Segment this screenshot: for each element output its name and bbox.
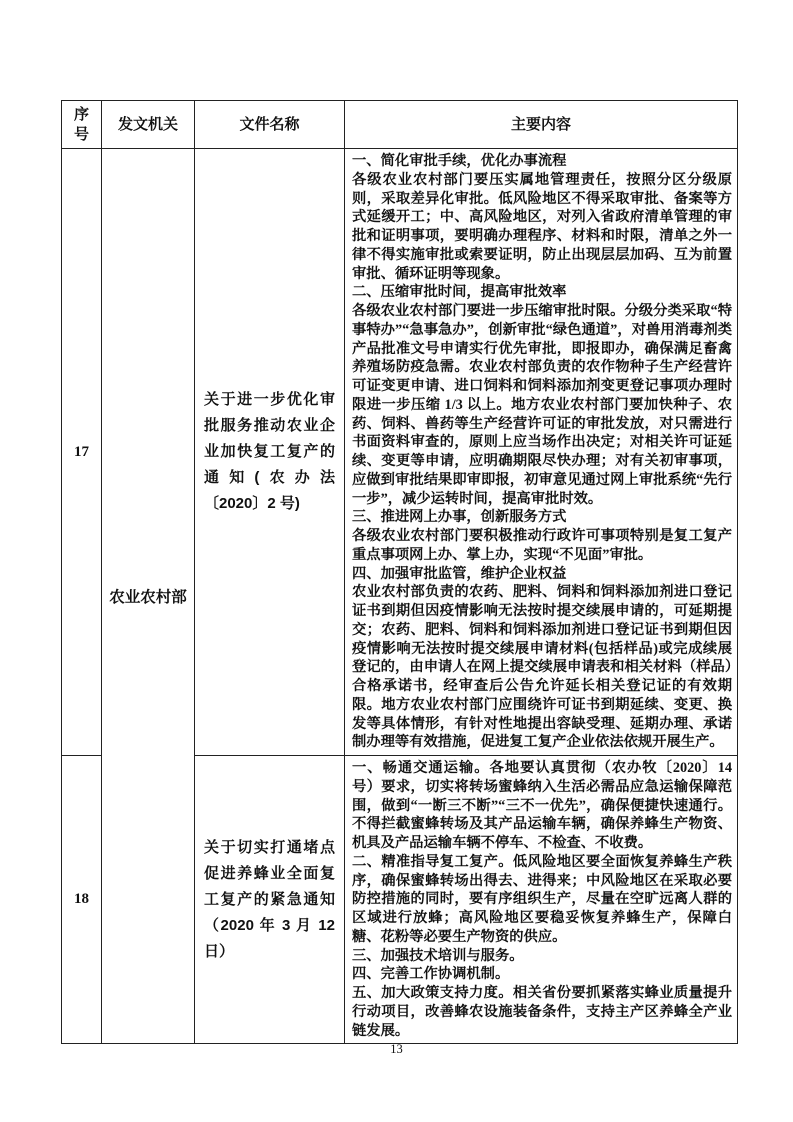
paragraph-lead: 四、完善工作协调机制。 [352,966,510,983]
row-17-number: 17 [62,149,102,756]
table-row-17 [62,149,738,756]
header-cell-number [62,101,102,149]
content-paragraph [352,853,732,947]
row-17-main-content [345,149,738,756]
content-heading: 一、简化审批手续，优化办事流程 [352,153,567,169]
paragraph-rest: 低风险地区要全面恢复养蜂生产秩序，确保蜜蜂转场出得去、进得来；中风险地区在采取必要防控措施的同时，要有序组织生产，尽量在空旷远离人群的区域进行放蜂；高风险地区要稳妥恢复养蜂生产，保障白糖、花粉等必要生产物资的供应。 [352,853,733,945]
header-label-main-content: 主要内容 [510,115,571,133]
paragraph-lead: 五、加大政策支持力度。 [352,985,513,1001]
content-paragraph [352,984,732,1040]
content-heading: 三、推进网上办事，创新服务方式 [352,509,567,526]
paragraph-rest: 相关省份要抓紧落实蜂业质量提升行动项目，改善蜂农设施装备条件，支持主产区养蜂全产业链发展。 [352,985,733,1039]
content-paragraph: 各级农业农村部门要积极推动行政许可事项特别是复工复产重点事项网上办、掌上办，实现“不见面”审批。 [352,528,732,563]
paragraph-lead: 三、加强技术培训与服务。 [352,947,524,964]
page-number: 13 [390,1042,403,1056]
header-label-number: 序号 [73,105,89,143]
paragraph-lead: 一、畅通交通运输。 [352,760,490,776]
content-heading: 二、压缩审批时间，提高审批效率 [352,284,567,301]
agency-cell: 农业农村部 [102,149,195,1044]
row-18-doc-name: 关于切实打通堵点促进养蜂业全面复工复产的紧急通知（2020 年 3 月 12 日） [195,756,345,1044]
paragraph-lead: 二、精准指导复工复产。 [352,853,513,870]
header-label-doc-name: 文件名称 [239,115,300,133]
content-paragraph [352,947,732,966]
content-paragraph: 各级农业农村部门要进一步压缩审批时限。分级分类采取“特事特办”“急事急办”，创新审批“绿色通道”，对兽用消毒剂类产品批准文号申请实行优先审批，即报即办，确保满足畜禽养殖场防疫急需。农业农村部负责的农作物种子生产经营许可证变更申请、进口饲料和饲料添加剂变更登记事项办理时限进一步压缩 1/3 以上。地方农业农村部门要加快种子、农药、饲料、兽药等生产经营许可证的审批发放，对只需进行书面资料审查的，原则上应当场作出决定；对相关许可证延续、变更等申请，应明确期限尽快办理；对有关初审事项，应做到审批结果即审即报，初审意见通过网上审批系统“先行一步”，减少运转时间，提高审批时效。 [352,303,732,507]
content-paragraph: 各级农业农村部门要压实属地管理责任，按照分区分级原则，采取差异化审批。低风险地区不得采取审批、备案等方式延缓开工；中、高风险地区，对列入省政府清单管理的审批和证明事项，要明确办理程序、材料和时限，清单之外一律不得实施审批或索要证明，防止出现层层加码、互为前置审批、循环证明等现象。 [352,171,732,282]
header-cell-main-content [345,101,738,149]
header-cell-doc-name [195,101,345,149]
content-paragraph [352,965,732,984]
header-cell-agency [102,101,195,149]
header-row [62,101,738,149]
row-18-main-content [345,756,738,1044]
document-table [61,100,738,1044]
content-heading: 四、加强审批监管，维护企业权益 [352,565,567,582]
content-paragraph: 农业农村部负责的农药、肥料、饲料和饲料添加剂进口登记证书到期但因疫情影响无法按时提交续展申请的，可延期提交；农药、肥料、饲料和饲料添加剂进口登记证书到期但因疫情影响无法按时提交续展申请材料(包括样品)或完成续展登记的，由申请人在网上提交续展申请表和相关材料（样品）合格承诺书，经审查后公告允许延长相关登记证的有效期限。地方农业农村部门应围绕许可证书到期延续、变更、换发等具体情形，有针对性地提出容缺受理、延期办理、承诺制办理等有效措施，促进复工复产企业依法依规开展生产。 [352,584,732,751]
header-label-agency: 发文机关 [117,115,178,133]
paragraph-rest: 各地要认真贯彻（农办牧〔2020〕14 号）要求，切实将转场蜜蜂纳入生活必需品应急运输保障范围，做到“一断三不断”“三不一优先”，确保便捷快速通行。不得拦截蜜蜂转场及其产品运输车辆，确保养蜂生产物资、机具及产品运输车辆不停车、不检查、不收费。 [352,760,733,851]
content-paragraph [352,759,732,853]
row-17-doc-name: 关于进一步优化审批服务推动农业企业加快复工复产的通知(农办法〔2020〕2 号) [195,149,345,756]
row-18-number: 18 [62,756,102,1044]
